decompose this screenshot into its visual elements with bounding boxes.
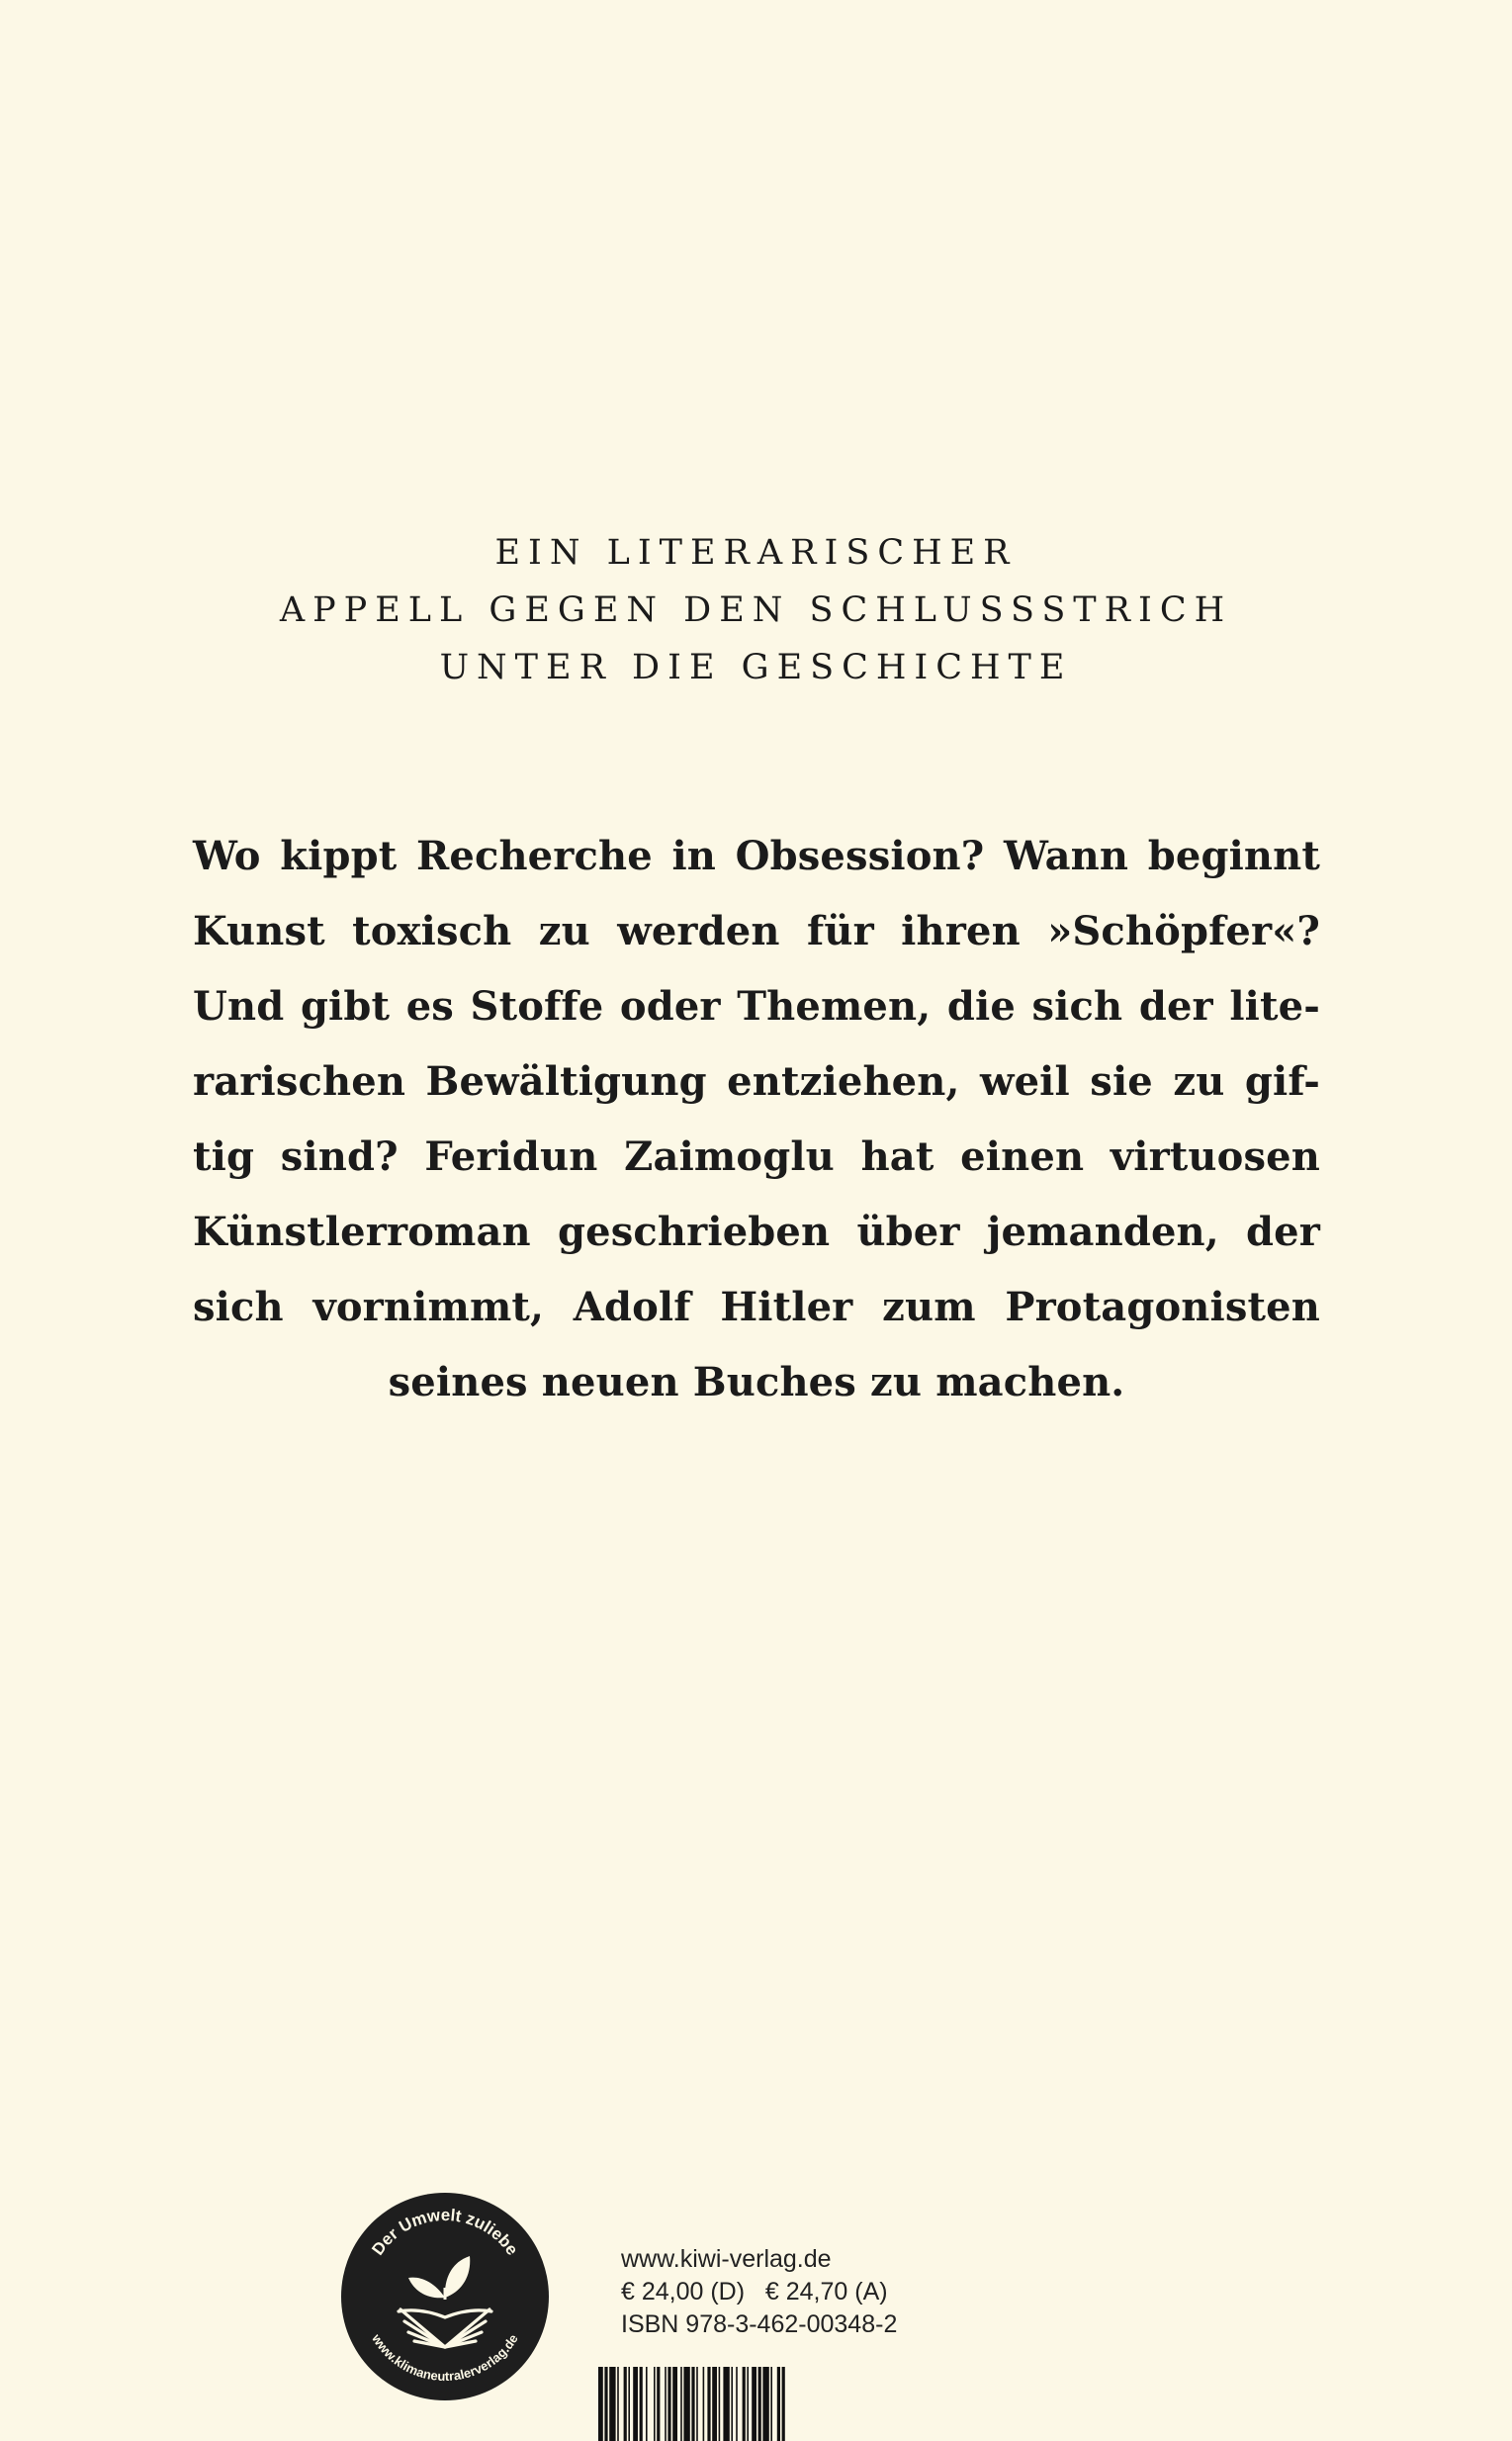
badge-top-text: Der Umwelt zuliebe: [368, 2206, 522, 2259]
barcode-bar: [712, 2367, 717, 2441]
barcode-bar: [628, 2367, 630, 2441]
barcode-bar: [680, 2367, 682, 2441]
blurb-line: sich vornimmt, Adolf Hitler zum Protagonisten: [193, 1284, 1320, 1330]
barcode-bar: [640, 2367, 643, 2441]
barcode-bar: [723, 2367, 729, 2441]
barcode-bar: [747, 2367, 749, 2441]
tagline-line-2: APPELL GEGEN DEN SCHLUSSSTRICH: [279, 590, 1233, 630]
barcode-bar: [691, 2367, 694, 2441]
isbn: ISBN 978-3-462-00348-2: [621, 2310, 898, 2338]
barcode-bar: [665, 2367, 667, 2441]
barcode-bar: [782, 2367, 785, 2441]
blurb-line: Kunst toxisch zu werden für ihren »Schöpfer«?: [193, 908, 1320, 954]
blurb-line: Wo kippt Recherche in Obsession? Wann beginnt: [193, 833, 1320, 879]
barcode-bar: [657, 2367, 660, 2441]
barcode-bar: [707, 2367, 710, 2441]
blurb-line: seines neuen Buches zu machen.: [388, 1359, 1125, 1405]
barcode: [596, 2367, 873, 2441]
barcode-bar: [731, 2367, 733, 2441]
barcode-bar: [719, 2367, 721, 2441]
blurb-line: Künstlerroman geschrieben über jemanden, der: [193, 1209, 1320, 1255]
barcode-bar: [617, 2367, 619, 2441]
barcode-bar: [646, 2367, 648, 2441]
tagline: [0, 524, 1512, 696]
blurb-paragraph: [193, 819, 1320, 1420]
barcode-bar: [696, 2367, 698, 2441]
barcode-bar: [667, 2367, 670, 2441]
barcode-bar: [672, 2367, 677, 2441]
open-book-with-leaves-icon: [339, 2191, 551, 2402]
blurb-line: tig sind? Feridun Zaimoglu hat einen virtuosen: [193, 1133, 1320, 1180]
climate-neutral-badge: [339, 2191, 551, 2402]
barcode-bar: [758, 2367, 761, 2441]
publisher-website: www.kiwi-verlag.de: [621, 2245, 832, 2273]
blurb-line: Und gibt es Stoffe oder Themen, die sich der lite-: [193, 983, 1320, 1030]
barcode-bar: [654, 2367, 656, 2441]
barcode-bar: [633, 2367, 638, 2441]
barcode-bar: [736, 2367, 738, 2441]
barcode-bar: [752, 2367, 756, 2441]
barcode-bar: [703, 2367, 705, 2441]
barcode-bar: [743, 2367, 746, 2441]
tagline-line-1: EIN LITERARISCHER: [494, 533, 1018, 573]
barcode-bar: [598, 2367, 603, 2441]
publisher-info: [621, 2243, 897, 2341]
barcode-bar: [609, 2367, 615, 2441]
barcode-bar: [762, 2367, 768, 2441]
barcode-bar: [770, 2367, 772, 2441]
badge-bottom-text: www.klimaneutralerverlag.de: [369, 2331, 521, 2385]
barcode-bar: [683, 2367, 689, 2441]
blurb-line: rarischen Bewältigung entziehen, weil sie zu gif-: [193, 1058, 1320, 1105]
barcode-bar: [624, 2367, 627, 2441]
price-info: € 24,00 (D) € 24,70 (A): [621, 2278, 888, 2305]
tagline-line-3: UNTER DIE GESCHICHTE: [439, 648, 1073, 687]
barcode-bar: [604, 2367, 607, 2441]
barcode-bar: [777, 2367, 780, 2441]
